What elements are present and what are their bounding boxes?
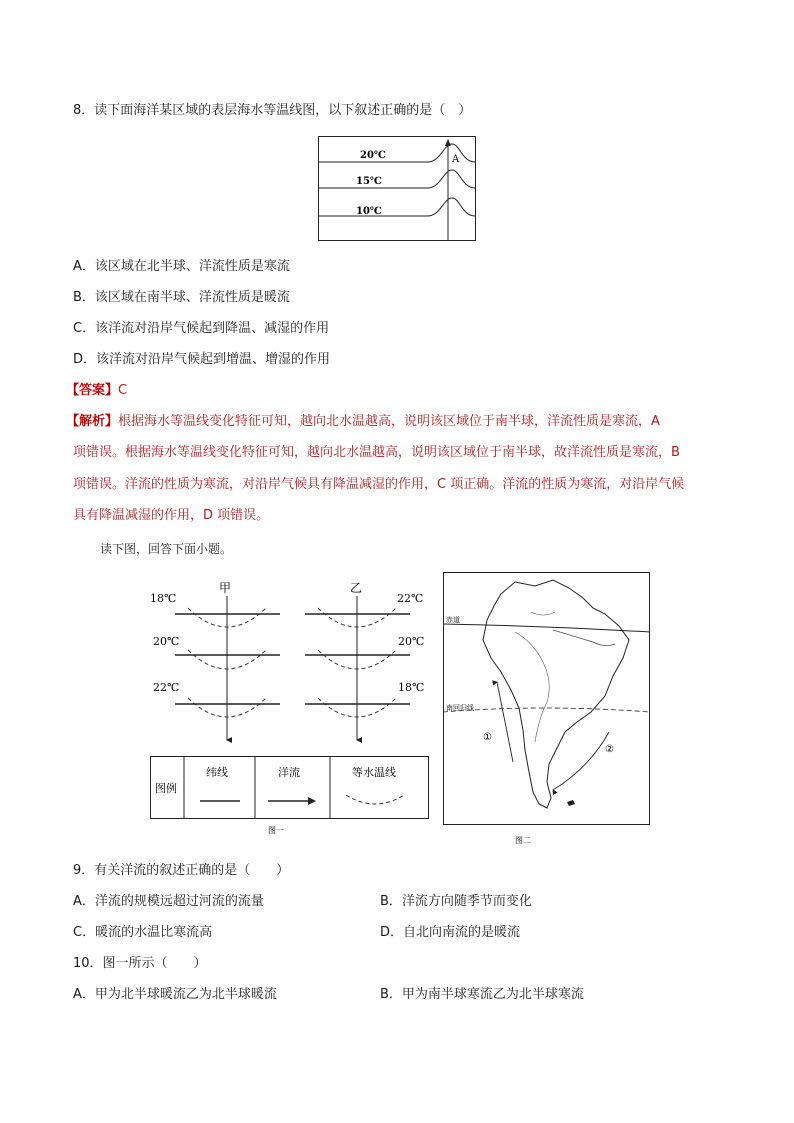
q10-option-b: B．甲为南半球寒流乙为北半球寒流 bbox=[380, 987, 584, 1002]
q10-option-a: A．甲为北半球暖流乙为北半球暖流 bbox=[73, 987, 277, 1002]
q10-stem: 10．图一所示（ ） bbox=[73, 956, 207, 971]
q9-option-c: C．暖流的水温比寒流高 bbox=[73, 925, 213, 940]
legend-isotherm: 等水温线 bbox=[352, 766, 396, 779]
q9-option-d: D．自北向南流的是暖流 bbox=[380, 925, 521, 940]
q9-option-a: A．洋流的规模远超过河流的流量 bbox=[73, 894, 264, 909]
q8-stem: 8．读下面海洋某区域的表层海水等温线图，以下叙述正确的是（ ） bbox=[73, 103, 472, 118]
q9-stem: 9．有关洋流的叙述正确的是（ ） bbox=[73, 863, 290, 878]
q8-option-d: D．该洋流对沿岸气候起到增温、增湿的作用 bbox=[73, 352, 331, 367]
q8-option-a: A．该区域在北半球、洋流性质是寒流 bbox=[73, 259, 290, 274]
right-temp-1: 22℃ bbox=[397, 592, 424, 605]
answer-line bbox=[66, 382, 127, 400]
left-temp-3: 22℃ bbox=[153, 681, 180, 694]
answer-value: C bbox=[118, 383, 128, 398]
label-20: 20℃ bbox=[360, 150, 386, 161]
analysis-tag: 【解析】 bbox=[66, 414, 119, 429]
figure-one bbox=[150, 576, 430, 838]
right-temp-2: 20℃ bbox=[398, 635, 425, 648]
figure-two-caption: 图二 bbox=[515, 836, 531, 845]
analysis-line-4: 具有降温减湿的作用，D 项错误。 bbox=[73, 508, 270, 523]
analysis-line-1 bbox=[66, 413, 660, 431]
figure-one-caption: 图一 bbox=[268, 826, 284, 835]
q8-option-b: B．该区域在南半球、洋流性质是暖流 bbox=[73, 290, 290, 305]
q8-isotherm-figure bbox=[318, 136, 476, 242]
current-2-label: ② bbox=[605, 744, 614, 755]
right-temp-3: 18℃ bbox=[398, 681, 425, 694]
label-15: 15℃ bbox=[356, 176, 382, 187]
left-temp-1: 18℃ bbox=[150, 592, 177, 605]
label-10: 10℃ bbox=[356, 206, 382, 217]
legend-latitude: 纬线 bbox=[206, 766, 228, 779]
legend-current: 洋流 bbox=[278, 766, 300, 779]
analysis-text-1: 根据海水等温线变化特征可知，越向北水温越高，说明该区域位于南半球，洋流性质是寒流，A bbox=[118, 414, 660, 429]
analysis-line-3: 项错误。洋流的性质为寒流，对沿岸气候具有降温减湿的作用，C 项正确。洋流的性质为寒流，对沿岸气候 bbox=[73, 477, 685, 492]
label-yi: 乙 bbox=[350, 581, 363, 595]
legend-box bbox=[151, 756, 429, 819]
left-temp-2: 20℃ bbox=[153, 635, 180, 648]
label-jia: 甲 bbox=[219, 581, 232, 595]
label-A: A bbox=[452, 154, 460, 165]
tropic-label: 南回归线 bbox=[446, 704, 474, 712]
analysis-line-2: 项错误。根据海水等温线变化特征可知，越向北水温越高，说明该区域位于南半球，故洋流性质是寒流，B bbox=[73, 445, 680, 460]
legend-title: 图例 bbox=[155, 782, 177, 795]
q8-option-c: C．该洋流对沿岸气候起到降温、减湿的作用 bbox=[73, 321, 330, 336]
current-1-label: ① bbox=[483, 732, 492, 743]
answer-tag: 【答案】 bbox=[66, 383, 119, 398]
figure-two-map bbox=[443, 572, 651, 848]
q9-option-b: B．洋流方向随季节而变化 bbox=[380, 894, 532, 909]
intro-text: 读下图，回答下面小题。 bbox=[100, 542, 233, 556]
equator-label: 赤道 bbox=[446, 616, 460, 624]
